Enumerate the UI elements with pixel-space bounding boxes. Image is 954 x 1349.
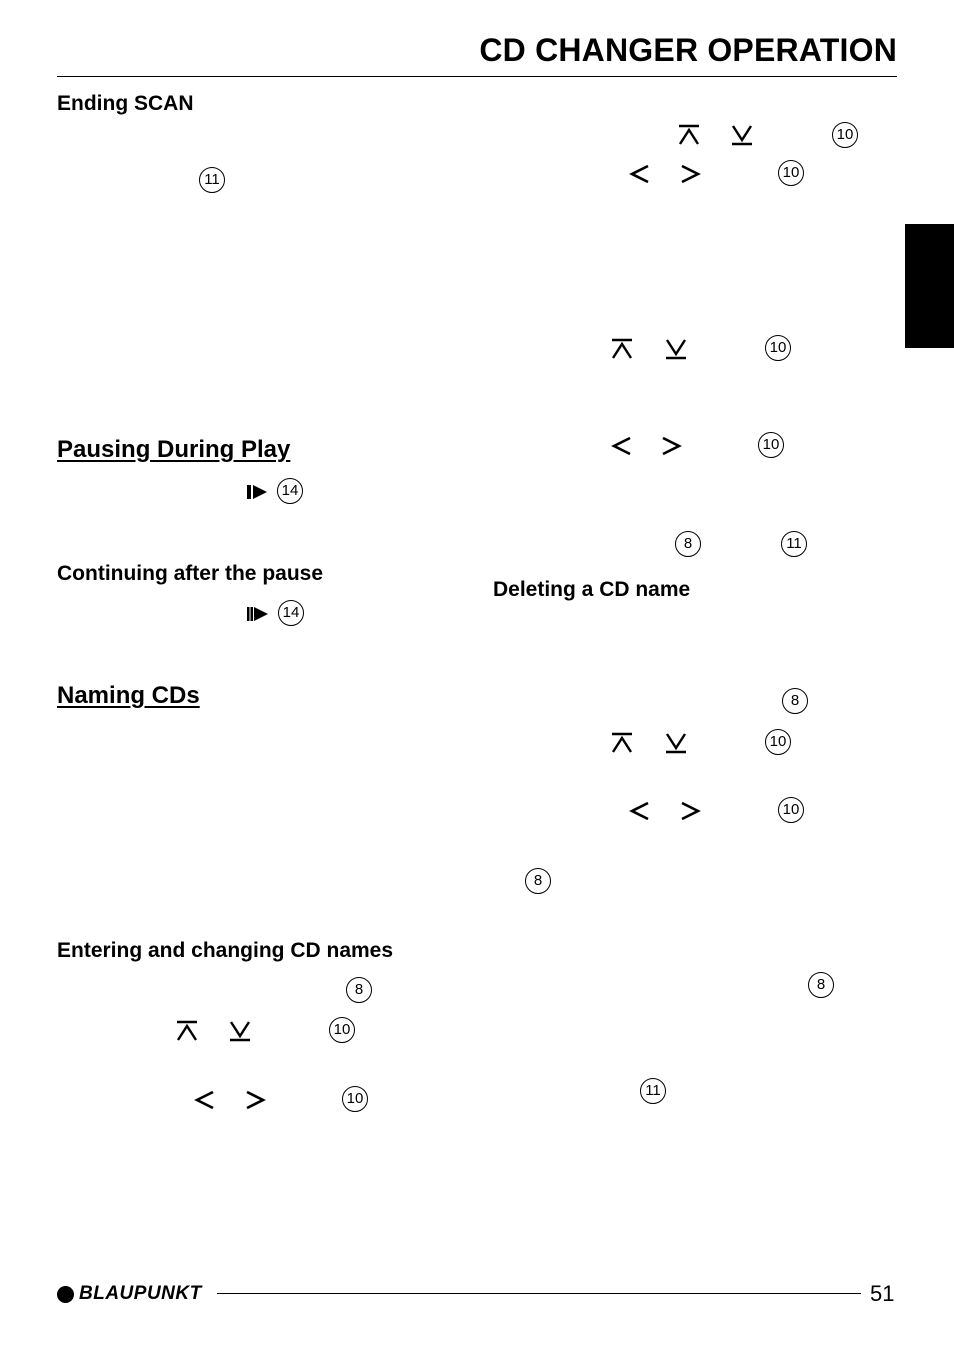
play-pause-icon [246, 603, 270, 625]
heading-entering-changing-cd-names: Entering and changing CD names [57, 939, 394, 962]
heading-deleting-cd-name: Deleting a CD name [493, 578, 691, 601]
play-pause-icon [246, 481, 270, 503]
up-arrow-icon [677, 124, 701, 146]
up-arrow-icon [610, 338, 634, 360]
page-title: CD CHANGER OPERATION [479, 32, 897, 68]
language-tab [905, 224, 954, 348]
footer-rule [217, 1293, 861, 1294]
marker-8: 8 [525, 868, 551, 894]
left-arrow-icon [193, 1089, 217, 1111]
brand-name: BLAUPUNKT [79, 1283, 202, 1304]
marker-14: 14 [278, 600, 304, 626]
heading-pausing-during-play: Pausing During Play [57, 436, 291, 463]
marker-10: 10 [765, 335, 791, 361]
down-arrow-icon [228, 1020, 252, 1042]
marker-11: 11 [781, 531, 807, 557]
marker-10: 10 [329, 1017, 355, 1043]
blaupunkt-logo [57, 1282, 202, 1306]
down-arrow-icon [664, 338, 688, 360]
up-arrow-icon [610, 732, 634, 754]
logo-dot-icon [57, 1286, 74, 1303]
marker-8: 8 [346, 977, 372, 1003]
marker-8: 8 [782, 688, 808, 714]
header-rule [57, 76, 897, 77]
marker-14: 14 [277, 478, 303, 504]
left-arrow-icon [628, 800, 652, 822]
down-arrow-icon [730, 124, 754, 146]
right-arrow-icon [659, 435, 683, 457]
marker-10: 10 [765, 729, 791, 755]
right-arrow-icon [678, 800, 702, 822]
marker-11: 11 [640, 1078, 666, 1104]
left-arrow-icon [628, 163, 652, 185]
heading-continuing-after-pause: Continuing after the pause [57, 562, 324, 585]
marker-10: 10 [778, 160, 804, 186]
marker-8: 8 [675, 531, 701, 557]
marker-8: 8 [808, 972, 834, 998]
left-arrow-icon [610, 435, 634, 457]
marker-10: 10 [778, 797, 804, 823]
right-arrow-icon [243, 1089, 267, 1111]
marker-10: 10 [342, 1086, 368, 1112]
heading-ending-scan: Ending SCAN [57, 92, 194, 115]
page-number: 51 [870, 1281, 895, 1306]
heading-naming-cds: Naming CDs [57, 682, 200, 709]
right-arrow-icon [678, 163, 702, 185]
marker-10: 10 [758, 432, 784, 458]
down-arrow-icon [664, 732, 688, 754]
up-arrow-icon [175, 1020, 199, 1042]
marker-11: 11 [199, 167, 225, 193]
marker-10: 10 [832, 122, 858, 148]
